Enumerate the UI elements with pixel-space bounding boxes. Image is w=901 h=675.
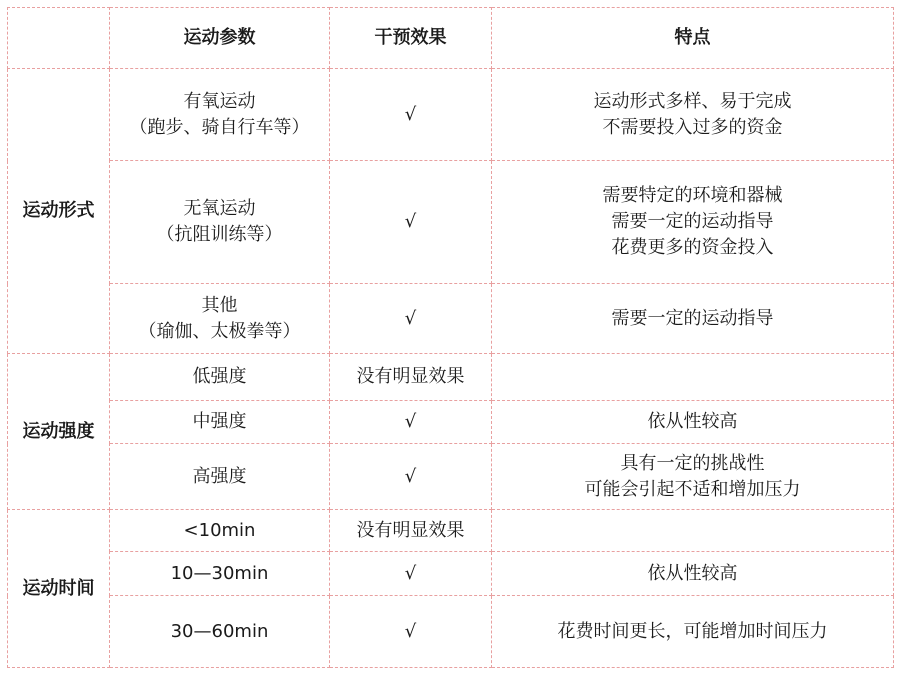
- effect-cell: 没有明显效果: [330, 354, 492, 401]
- effect-cell: √: [330, 284, 492, 354]
- param-cell: 其他 （瑜伽、太极拳等）: [110, 284, 330, 354]
- param-cell: 中强度: [110, 401, 330, 444]
- table-row: [8, 510, 894, 552]
- category-cell: 运动时间: [8, 510, 110, 668]
- param-cell: <10min: [110, 510, 330, 552]
- param-cell: 有氧运动 （跑步、骑自行车等）: [110, 69, 330, 161]
- header-blank-cell: [8, 8, 110, 69]
- param-cell: 无氧运动 （抗阻训练等）: [110, 161, 330, 284]
- param-cell: 高强度: [110, 444, 330, 510]
- effect-cell: √: [330, 161, 492, 284]
- param-cell: 低强度: [110, 354, 330, 401]
- feature-cell: [492, 510, 894, 552]
- effect-cell: 没有明显效果: [330, 510, 492, 552]
- table-row: [8, 69, 894, 161]
- feature-cell: 需要一定的运动指导: [492, 284, 894, 354]
- feature-cell: 依从性较高: [492, 552, 894, 596]
- table-row: [8, 161, 894, 284]
- header-effect: 干预效果: [330, 8, 492, 69]
- effect-cell: √: [330, 69, 492, 161]
- param-cell: 10—30min: [110, 552, 330, 596]
- feature-cell: 运动形式多样、易于完成 不需要投入过多的资金: [492, 69, 894, 161]
- header-row: [8, 8, 894, 69]
- table-row: [8, 596, 894, 668]
- table-row: [8, 284, 894, 354]
- category-cell: 运动强度: [8, 354, 110, 510]
- effect-cell: √: [330, 401, 492, 444]
- feature-cell: [492, 354, 894, 401]
- table-row: [8, 444, 894, 510]
- param-cell: 30—60min: [110, 596, 330, 668]
- header-param: 运动参数: [110, 8, 330, 69]
- table-row: [8, 401, 894, 444]
- effect-cell: √: [330, 552, 492, 596]
- effect-cell: √: [330, 596, 492, 668]
- feature-cell: 具有一定的挑战性 可能会引起不适和增加压力: [492, 444, 894, 510]
- effect-cell: √: [330, 444, 492, 510]
- category-cell: 运动形式: [8, 69, 110, 354]
- header-feature: 特点: [492, 8, 894, 69]
- table-row: [8, 354, 894, 401]
- feature-cell: 花费时间更长，可能增加时间压力: [492, 596, 894, 668]
- table-row: [8, 552, 894, 596]
- feature-cell: 依从性较高: [492, 401, 894, 444]
- feature-cell: 需要特定的环境和器械 需要一定的运动指导 花费更多的资金投入: [492, 161, 894, 284]
- exercise-parameters-table: [7, 7, 894, 668]
